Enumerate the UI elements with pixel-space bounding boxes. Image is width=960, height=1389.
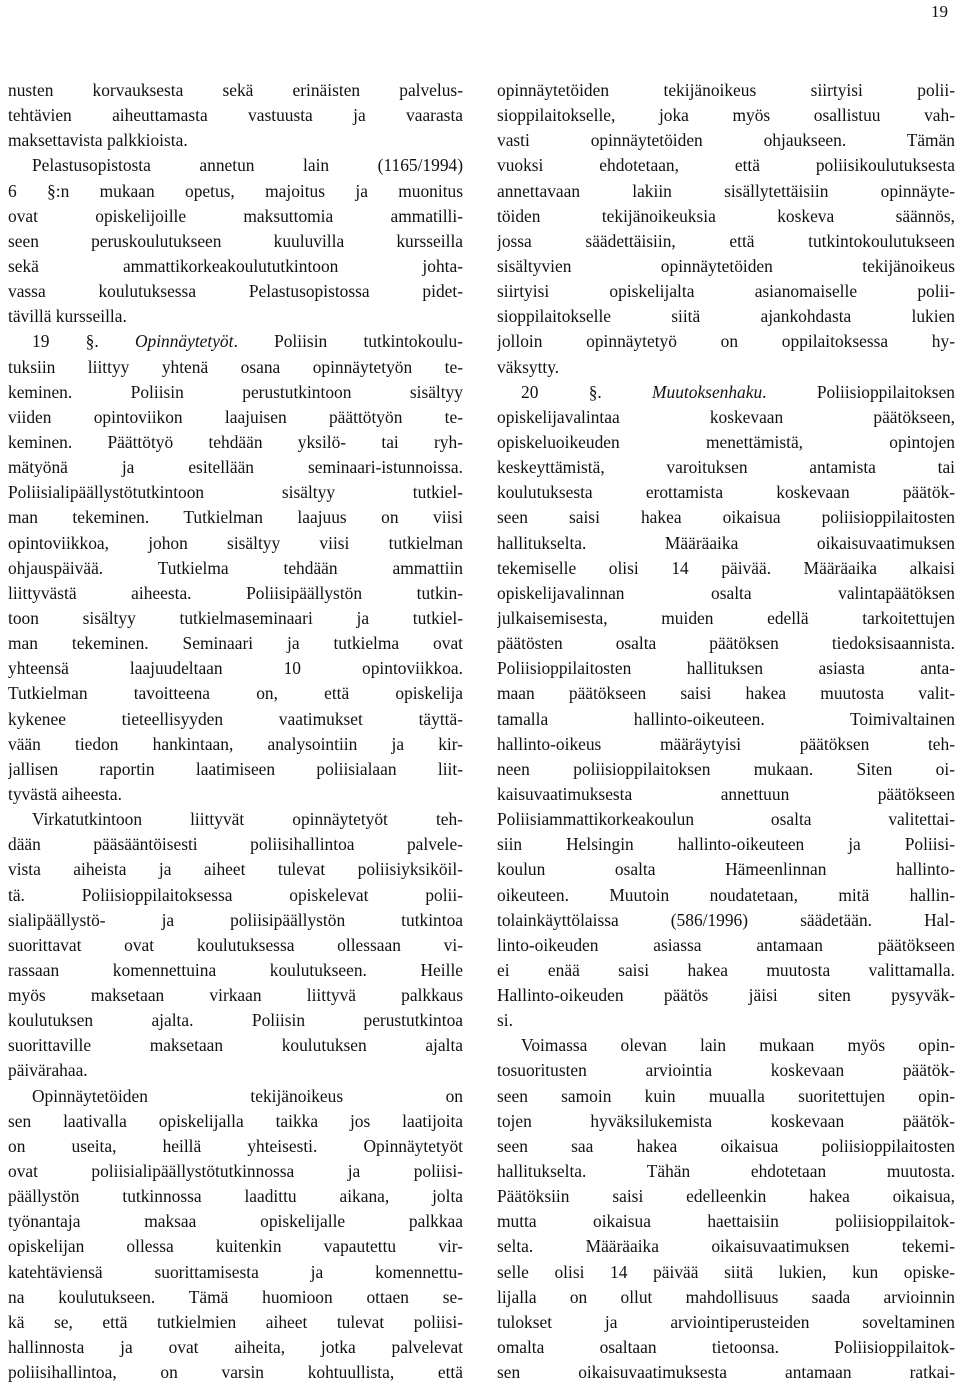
text-line: jallisen raportin laatimiseen poliisialaan liit- bbox=[8, 758, 463, 779]
left-text-column bbox=[8, 78, 463, 1385]
text-line: vasti opinnäytetöiden ohjaukseen. Tämän bbox=[497, 130, 955, 151]
text-line: vään tiedon hankintaan, analysointiin ja kir- bbox=[8, 733, 463, 754]
text-line: Poliisiammattikorkeakoulun osalta valitettai- bbox=[497, 809, 955, 830]
text-line: on useita, heillä yhteisesti. Opinnäytetyöt bbox=[8, 1135, 463, 1156]
text-line: viiden opintoviikon laajuisen päättötyön te- bbox=[8, 406, 463, 427]
text-line: seen samoin kuin muualla suoritettujen opin- bbox=[497, 1085, 955, 1106]
text-line: vassa koulutuksessa Pelastusopistossa pidet- bbox=[8, 281, 463, 302]
text-line: työnantaja maksaa opiskelijalle palkkaa bbox=[8, 1211, 463, 1232]
text-line: tävillä kursseilla. bbox=[8, 306, 127, 327]
text-line: julkaisemisesta, muiden edellä tarkoitettujen bbox=[497, 607, 955, 628]
text-line: kaisuvaatimuksesta annettuun päätökseen bbox=[497, 783, 955, 804]
text-line: hallinto-oikeus määräytyisi päätöksen teh- bbox=[497, 733, 955, 754]
text-line: seen peruskoulutukseen kuuluvilla kursseilla bbox=[8, 230, 463, 251]
text-line: Hallinto-oikeuden päätös jäisi siten pysyväk- bbox=[497, 985, 955, 1006]
text-line: myös maksetaan virkaan liittyvä palkkaus bbox=[8, 985, 463, 1006]
text-line: toon sisältyy tutkielmaseminaari ja tutkiel- bbox=[8, 607, 463, 628]
text-line: sioppilaitokselle siitä ajankohdasta lukien bbox=[497, 306, 955, 327]
text-line: hallinnosta ja ovat aiheita, jotka palvelevat bbox=[8, 1337, 463, 1358]
text-line: vuoksi ehdotetaan, että poliisikoulutuksesta bbox=[497, 155, 955, 176]
text-line: keminen. Päättötyö tehdään yksilö- tai ryh- bbox=[8, 431, 463, 452]
text-line: Tutkielman tavoitteena on, että opiskelija bbox=[8, 683, 463, 704]
text-line: tä. Poliisioppilaitoksessa opiskelevat polii- bbox=[8, 884, 463, 905]
text-line: ohjauspäivää. Tutkielma tehdään ammattiin bbox=[8, 557, 463, 578]
text-line: kykenee tieteellisyyden vaatimukset täyttä- bbox=[8, 708, 463, 729]
text-line: hallitukselta. Määräaika oikaisuvaatimuksen bbox=[497, 532, 955, 553]
text-line: sioppilaitokselle, joka myös osallistuu vah- bbox=[497, 105, 955, 126]
text-line: keminen. Poliisin perustutkintoon sisältyy bbox=[8, 381, 463, 402]
text-line: lijalla on ollut mahdollisuus saada arvioinnin bbox=[497, 1286, 955, 1307]
text-line: opinnäytetöiden tekijänoikeus siirtyisi polii- bbox=[497, 80, 955, 100]
text-line: Virkatutkintoon liittyvät opinnäytetyöt teh- bbox=[32, 809, 463, 830]
text-line: Poliisialipäällystötutkintoon sisältyy tutkiel- bbox=[8, 482, 463, 503]
text-line: Opinnäytetöiden tekijänoikeus on bbox=[32, 1085, 463, 1106]
text-line: tamalla hallinto-oikeuteen. Toimivaltainen bbox=[497, 708, 955, 729]
text-line: na koulutukseen. Tämä huomioon ottaen se- bbox=[8, 1286, 463, 1307]
text-line: yhteensä laajuudeltaan 10 opintoviikkoa. bbox=[8, 658, 463, 679]
text-line: opiskelijavalintaa koskevaan päätökseen, bbox=[497, 406, 955, 427]
text-line: koulutuksesta erottamista koskevaan päätök- bbox=[497, 482, 955, 503]
text-line bbox=[497, 380, 955, 405]
text-line: poliisihallintoa, on varsin kohtuullista, että bbox=[8, 1362, 463, 1383]
text-line: annettavaan lakiin sisällytettäisiin opinnäyte- bbox=[497, 180, 955, 201]
text-line: ei enää saisi hakea muutosta valittamalla. bbox=[497, 959, 955, 980]
text-line bbox=[8, 329, 463, 354]
text-line: sialipäällystö- ja poliisipäällystön tutkintoa bbox=[8, 909, 463, 930]
text-line: liittyvästä aiheesta. Poliisipäällystön tutkin- bbox=[8, 582, 463, 603]
text-line: man tekeminen. Tutkielman laajuus on viisi bbox=[8, 507, 463, 528]
text-line: mutta oikaisua haettaisiin poliisioppilaitok- bbox=[497, 1211, 955, 1232]
text-line: katehtäviensä suorittamisesta ja komennettu- bbox=[8, 1261, 463, 1282]
text-line: jossa säädettäisiin, että tutkintokoulutukseen bbox=[497, 230, 955, 251]
section-number: 19 §. bbox=[32, 331, 135, 352]
text-line: tolainkäyttölaissa (586/1996) säädetään. Hal- bbox=[497, 909, 955, 930]
text-line: opintoviikkoa, johon sisältyy viisi tutkielman bbox=[8, 532, 463, 553]
text-line: päällystön tutkinnossa laadittu aikana, jolta bbox=[8, 1186, 463, 1207]
text-line: Voimassa olevan lain mukaan myös opin- bbox=[521, 1035, 955, 1056]
text-line: opiskelijavalinnan osalta valintapäätöksen bbox=[497, 582, 955, 603]
text-line: siirtyisi opiskelijalta asianomaiselle polii- bbox=[497, 281, 955, 302]
text-line: sekä ammattikorkeakoulututkintoon johta- bbox=[8, 255, 463, 276]
text-line: neen poliisioppilaitoksen mukaan. Siten oi- bbox=[497, 758, 955, 779]
text-line: koulutuksen ajalta. Poliisin perustutkintoa bbox=[8, 1010, 463, 1031]
section-number: 20 §. bbox=[521, 381, 653, 402]
text-line: jolloin opinnäytetyö on oppilaitoksessa hy- bbox=[497, 331, 955, 352]
text-line: man tekeminen. Seminaari ja tutkielma ovat bbox=[8, 633, 463, 654]
right-text-column bbox=[497, 78, 955, 1385]
text-line: sen laativalla opiskelijalla taikka jos laatijoita bbox=[8, 1110, 463, 1131]
text-line: sisältyvien opinnäytetöiden tekijänoikeus bbox=[497, 255, 955, 276]
text-line: tyvästä aiheesta. bbox=[8, 783, 122, 804]
section-heading: Muutoksenhaku bbox=[652, 381, 763, 402]
text-line: opiskeluoikeuden menettämistä, opintojen bbox=[497, 431, 955, 452]
text-line: töiden tekijänoikeuksia koskeva säännös, bbox=[497, 205, 955, 226]
text-line: oikeuteen. Muutoin noudatetaan, mitä hallin- bbox=[497, 884, 955, 905]
text-line: tuksiin liittyy yhtenä osana opinnäytetyön te- bbox=[8, 356, 463, 377]
text-line: 6 §:n mukaan opetus, majoitus ja muonitus bbox=[8, 180, 463, 201]
text-line: tulokset ja arviointiperusteiden soveltaminen bbox=[497, 1311, 955, 1332]
text-line: seen saa hakea oikaisua poliisioppilaitosten bbox=[497, 1135, 955, 1156]
section-text: . Poliisin tutkintokoulu- bbox=[233, 331, 463, 352]
text-line: ovat opiskelijoille maksuttomia ammatilli- bbox=[8, 205, 463, 226]
text-line: mätyönä ja esitellään seminaari-istunnoissa. bbox=[8, 457, 463, 478]
text-line: dään pääsääntöisesti poliisihallintoa palvele- bbox=[8, 834, 463, 855]
text-line: Päätöksiin saisi edelleenkin hakea oikaisua, bbox=[497, 1186, 955, 1207]
text-line: tosuoritusten arviointia koskevaan päätök- bbox=[497, 1060, 955, 1081]
text-line: omalta osaltaan tietoonsa. Poliisioppilaitok- bbox=[497, 1337, 955, 1358]
text-line: vista aiheista ja aiheet tulevat poliisiyksiköil- bbox=[8, 859, 463, 880]
text-line: linto-oikeuden asiassa antamaan päätökseen bbox=[497, 934, 955, 955]
text-line: siin Helsingin hallinto-oikeuteen ja Poliisi- bbox=[497, 834, 955, 855]
text-line: suorittavat ovat koulutuksessa ollessaan vi- bbox=[8, 934, 463, 955]
text-line: ovat poliisialipäällystötutkinnossa ja poliisi- bbox=[8, 1161, 463, 1182]
text-line: maksettavista palkkioista. bbox=[8, 130, 188, 151]
text-line: nusten korvauksesta sekä erinäisten palvelus- bbox=[8, 80, 463, 100]
text-line: keskeyttämistä, varoituksen antamista tai bbox=[497, 457, 955, 478]
text-line: selta. Määräaika oikaisuvaatimuksen tekemi- bbox=[497, 1236, 955, 1257]
text-line: hallitukselta. Tähän ehdotetaan muutosta. bbox=[497, 1161, 955, 1182]
text-line: sen oikaisuvaatimuksesta antamaan ratkai- bbox=[497, 1362, 955, 1383]
text-line: opiskelijan ollessa kuitenkin vapautettu vir- bbox=[8, 1236, 463, 1257]
page-number: 19 bbox=[931, 2, 948, 21]
text-line: rassaan komennettuina koulutukseen. Heille bbox=[8, 959, 463, 980]
text-line: seen saisi hakea oikaisua poliisioppilaitosten bbox=[497, 507, 955, 528]
text-line: Pelastusopistosta annetun lain (1165/1994) bbox=[32, 155, 463, 176]
text-line: selle olisi 14 päivää siitä lukien, kun opiske- bbox=[497, 1261, 955, 1282]
text-line: koulun osalta Hämeenlinnan hallinto- bbox=[497, 859, 955, 880]
section-text: . Poliisioppilaitoksen bbox=[762, 381, 955, 402]
text-line: Poliisioppilaitosten hallituksen asiasta anta- bbox=[497, 658, 955, 679]
text-line: päätösten osalta päätöksen tiedoksisaannista. bbox=[497, 633, 955, 654]
text-line: kä se, että tutkielmien aiheet tulevat poliisi- bbox=[8, 1311, 463, 1332]
text-line: tojen hyväksilukemista koskevaan päätök- bbox=[497, 1110, 955, 1131]
text-line: tekemiselle olisi 14 päivää. Määräaika alkaisi bbox=[497, 557, 955, 578]
text-line: maan päätökseen saisi hakea muutosta valit- bbox=[497, 683, 955, 704]
text-line: si. bbox=[497, 1010, 513, 1031]
text-line: tehtävien aiheuttamasta vastuusta ja vaarasta bbox=[8, 105, 463, 126]
text-line: päivärahaa. bbox=[8, 1060, 88, 1081]
text-line: suorittaville maksetaan koulutuksen ajalta bbox=[8, 1035, 463, 1056]
text-line: väksytty. bbox=[497, 356, 560, 377]
section-heading: Opinnäytetyöt bbox=[134, 331, 234, 352]
